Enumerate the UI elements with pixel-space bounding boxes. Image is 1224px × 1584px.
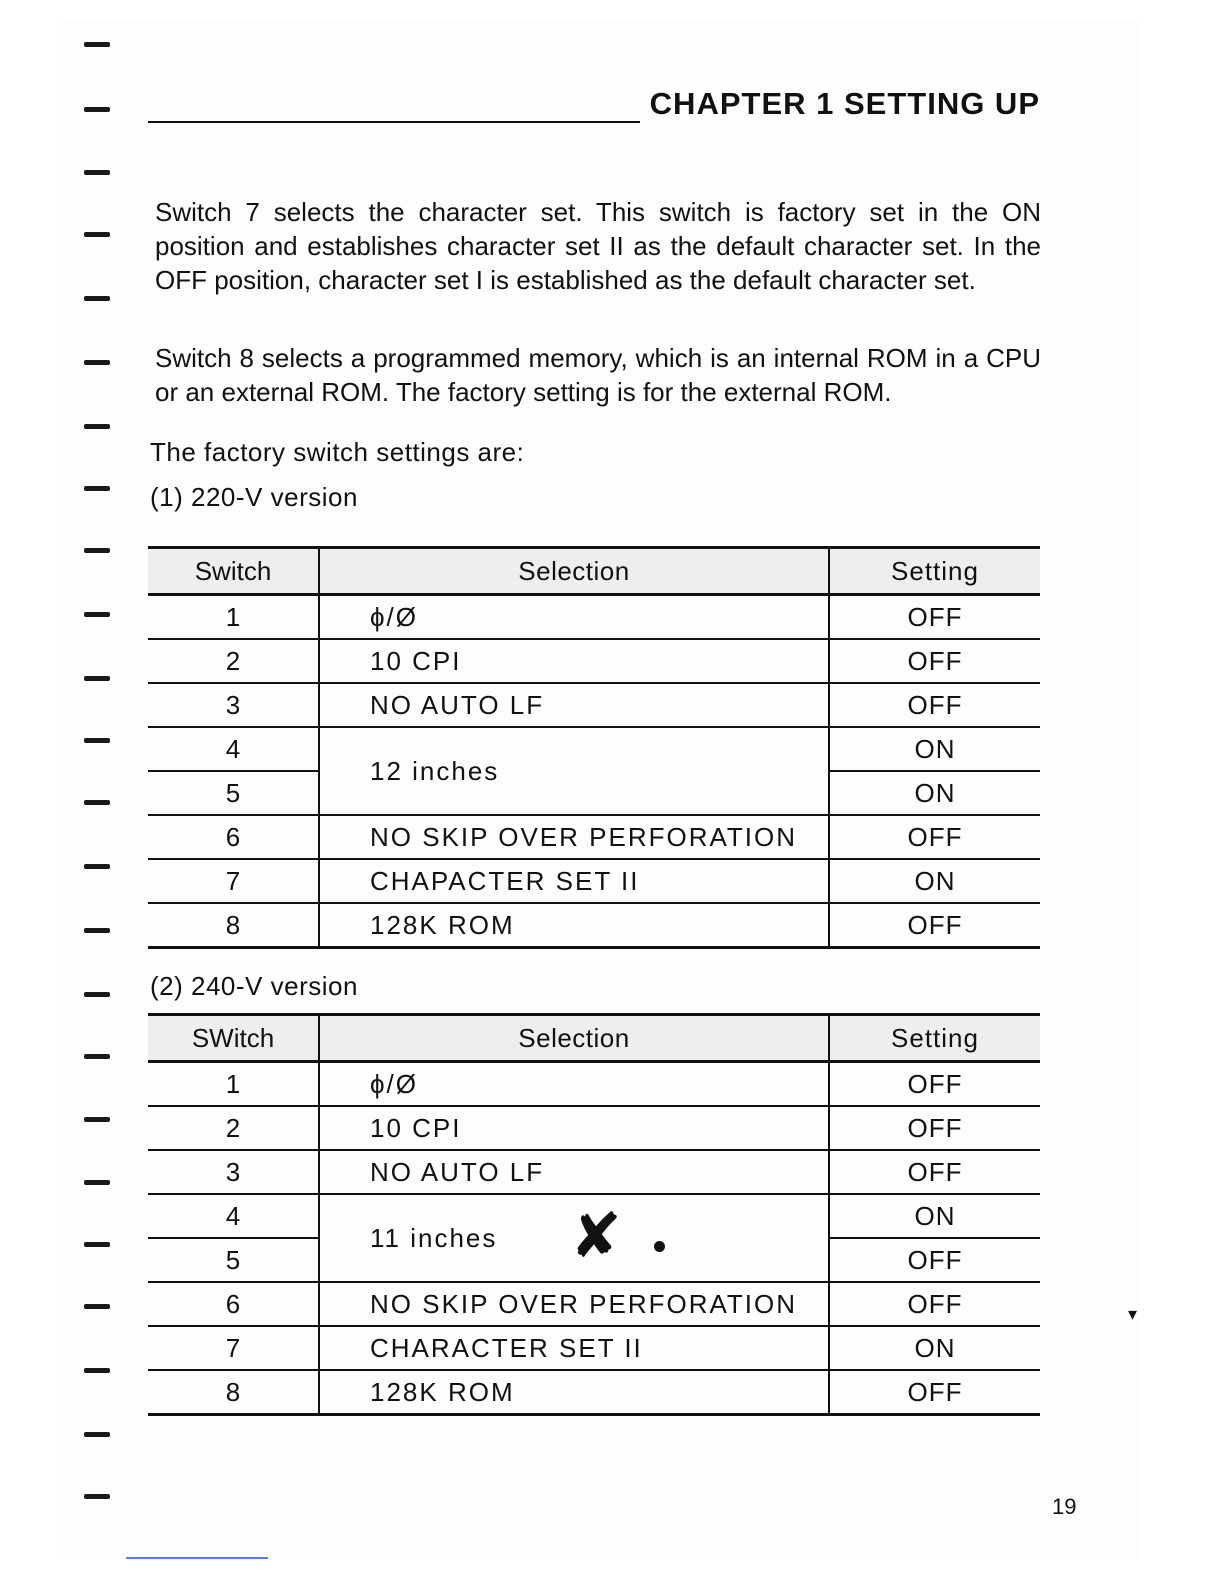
table-row <box>148 903 1040 948</box>
margin-tick <box>84 424 110 429</box>
table-row <box>148 595 1040 640</box>
margin-tick <box>84 170 110 175</box>
table-row <box>148 1106 1040 1150</box>
selection-cell: ϕ/Ø <box>319 595 829 640</box>
table-row <box>148 1370 1040 1415</box>
margin-tick <box>84 864 110 869</box>
table-row <box>148 1326 1040 1370</box>
margin-tick <box>84 107 110 112</box>
table-row <box>148 639 1040 683</box>
table-row <box>148 683 1040 727</box>
margin-tick <box>84 800 110 805</box>
margin-tick <box>84 1432 110 1437</box>
switch-cell: 4 <box>148 1194 319 1238</box>
column-header-setting: Setting <box>829 548 1040 595</box>
table-row <box>148 815 1040 859</box>
table-row <box>148 727 1040 771</box>
selection-cell: NO AUTO LF <box>319 1150 829 1194</box>
setting-cell: OFF <box>829 815 1040 859</box>
setting-cell: OFF <box>829 1238 1040 1282</box>
stray-mark: ▾ <box>1128 1304 1138 1324</box>
setting-cell: OFF <box>829 639 1040 683</box>
setting-cell: OFF <box>829 1370 1040 1415</box>
table-row <box>148 1282 1040 1326</box>
switch-cell: 8 <box>148 1370 319 1415</box>
margin-tick <box>84 676 110 681</box>
margin-tick <box>84 548 110 553</box>
setting-cell: OFF <box>829 1282 1040 1326</box>
selection-cell: CHARACTER SET II <box>319 1326 829 1370</box>
switch-cell: 5 <box>148 771 319 815</box>
column-header-selection: Selection <box>319 548 829 595</box>
setting-cell: OFF <box>829 1106 1040 1150</box>
switch-cell: 3 <box>148 683 319 727</box>
margin-tick <box>84 1054 110 1059</box>
switch-cell: 1 <box>148 1062 319 1107</box>
selection-cell: 128K ROM <box>319 903 829 948</box>
selection-cell: NO SKIP OVER PERFORATION <box>319 815 829 859</box>
footer-link-line <box>126 1557 268 1559</box>
selection-text: 11 inches <box>370 1222 498 1253</box>
settings-table-220v <box>148 546 1040 949</box>
setting-cell: OFF <box>829 683 1040 727</box>
selection-cell: ϕ/Ø <box>319 1062 829 1107</box>
margin-tick <box>84 1368 110 1373</box>
table-row <box>148 1150 1040 1194</box>
selection-cell: NO AUTO LF <box>319 683 829 727</box>
switch-cell: 2 <box>148 1106 319 1150</box>
margin-tick <box>84 1494 110 1499</box>
table-row <box>148 1062 1040 1107</box>
table-caption-220v: (1) 220-V version <box>150 482 358 512</box>
table-caption-240v: (2) 240-V version <box>150 971 358 1001</box>
switch-cell: 3 <box>148 1150 319 1194</box>
factory-settings-intro: The factory switch settings are: <box>150 437 525 467</box>
setting-cell: OFF <box>829 1062 1040 1107</box>
margin-tick <box>84 1242 110 1247</box>
paragraph-switch-8: Switch 8 selects a programmed memory, which is an internal ROM in a CPU or an external ROM. The factory setting is for the external ROM. <box>155 343 1041 407</box>
switch-cell: 6 <box>148 815 319 859</box>
column-header-selection: Selection <box>319 1015 829 1062</box>
margin-tick <box>84 360 110 365</box>
selection-cell: 10 CPI <box>319 1106 829 1150</box>
column-header-setting: Setting <box>829 1015 1040 1062</box>
switch-cell: 6 <box>148 1282 319 1326</box>
handwritten-x-mark: ✘ <box>570 1199 622 1272</box>
page-number: 19 <box>1052 1494 1077 1519</box>
setting-cell: OFF <box>829 1150 1040 1194</box>
setting-cell: ON <box>829 1194 1040 1238</box>
margin-tick <box>84 992 110 997</box>
switch-cell: 7 <box>148 1326 319 1370</box>
margin-tick <box>84 232 110 237</box>
selection-cell: CHAPACTER SET II <box>319 859 829 903</box>
switch-cell: 2 <box>148 639 319 683</box>
switch-cell: 7 <box>148 859 319 903</box>
margin-tick <box>84 296 110 301</box>
table-row <box>148 859 1040 903</box>
header-rule <box>148 121 640 123</box>
table-header-row <box>148 548 1040 595</box>
switch-cell: 5 <box>148 1238 319 1282</box>
margin-tick <box>84 486 110 491</box>
selection-cell-merged: 12 inches <box>319 727 829 815</box>
selection-cell: 10 CPI <box>319 639 829 683</box>
margin-tick <box>84 1304 110 1309</box>
margin-tick <box>84 1180 110 1185</box>
margin-tick <box>84 738 110 743</box>
table-row <box>148 1194 1040 1238</box>
setting-cell: ON <box>829 771 1040 815</box>
settings-table-240v <box>148 1013 1040 1416</box>
paragraph-switch-7: Switch 7 selects the character set. This switch is factory set in the ON position and establishes character set II as the default character set. In the OFF position, character set I is established as the default character set. <box>155 197 1041 295</box>
setting-cell: ON <box>829 1326 1040 1370</box>
table-header-row <box>148 1015 1040 1062</box>
selection-cell-merged <box>319 1194 829 1282</box>
column-header-switch: SWitch <box>148 1015 319 1062</box>
margin-tick <box>84 928 110 933</box>
switch-cell: 4 <box>148 727 319 771</box>
margin-tick <box>84 612 110 617</box>
column-header-switch: Switch <box>148 548 319 595</box>
margin-tick <box>84 42 110 47</box>
switch-cell: 8 <box>148 903 319 948</box>
chapter-title: CHAPTER 1 SETTING UP <box>649 86 1040 121</box>
setting-cell: OFF <box>829 903 1040 948</box>
selection-cell: NO SKIP OVER PERFORATION <box>319 1282 829 1326</box>
selection-cell: 128K ROM <box>319 1370 829 1415</box>
chapter-header <box>148 84 1040 128</box>
setting-cell: OFF <box>829 595 1040 640</box>
setting-cell: ON <box>829 859 1040 903</box>
setting-cell: ON <box>829 727 1040 771</box>
handwritten-dot-mark <box>654 1241 665 1252</box>
margin-tick <box>84 1117 110 1122</box>
switch-cell: 1 <box>148 595 319 640</box>
